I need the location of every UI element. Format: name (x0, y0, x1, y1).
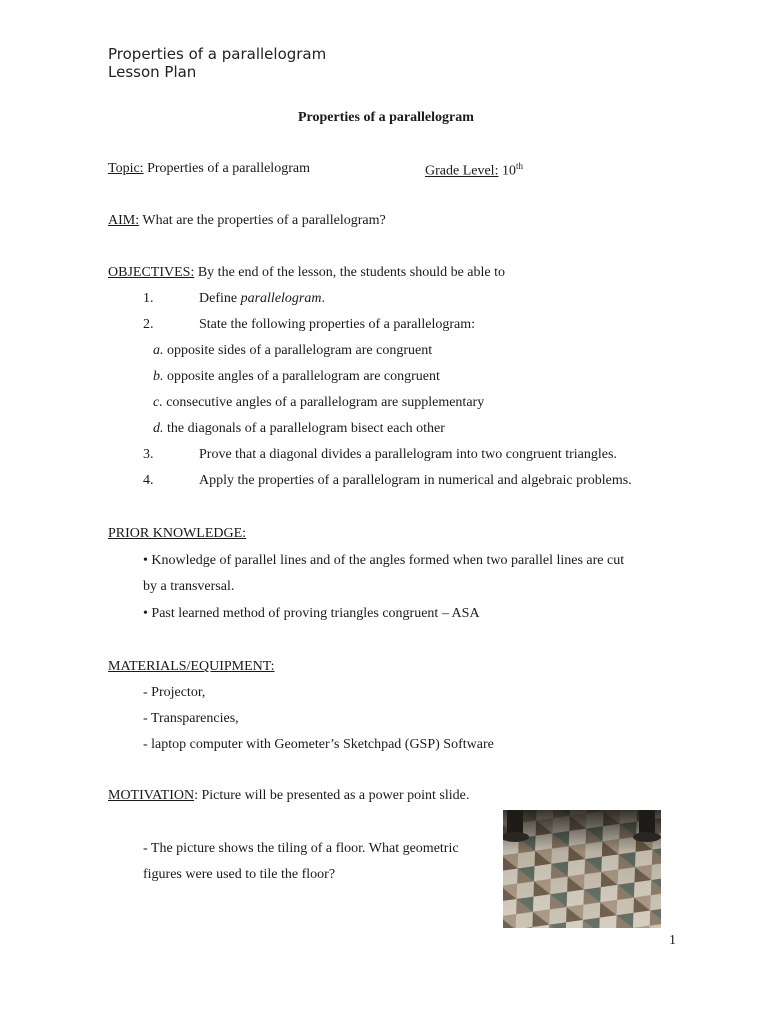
objective-num: 1. (143, 291, 154, 306)
tiling-pattern (503, 810, 661, 928)
motivation-text: : Picture will be presented as a power point slide. (194, 788, 470, 803)
property-item: b. opposite angles of a parallelogram are congruent (153, 369, 440, 384)
header-subtitle: Lesson Plan (108, 63, 197, 81)
aim-line (108, 213, 386, 229)
objectives-line (108, 265, 505, 281)
floor-tiling-photo (503, 810, 661, 928)
motivation-question-cont: figures were used to tile the floor? (143, 867, 336, 882)
motivation-label: MOTIVATION (108, 788, 195, 803)
grade-value: 10 (501, 163, 516, 179)
objectives-label: OBJECTIVES: (108, 265, 195, 280)
aim-label: AIM: (108, 213, 140, 228)
page-number: 1 (669, 933, 676, 948)
objective-num: 2. (143, 317, 154, 332)
objective-item: Prove that a diagonal divides a parallelogram into two congruent triangles. (199, 447, 617, 462)
grade-line (425, 161, 523, 180)
property-item: d. the diagonals of a parallelogram bisect each other (153, 421, 445, 436)
property-item: a. opposite sides of a parallelogram are congruent (153, 343, 433, 358)
materials-item: - Transparencies, (143, 711, 239, 726)
prior-knowledge-bullet: • Past learned method of proving triangles congruent – ASA (143, 606, 480, 621)
topic-label: Topic: (108, 161, 144, 176)
motivation-line (108, 788, 469, 804)
objective-item: Apply the properties of a parallelogram in numerical and algebraic problems. (199, 473, 632, 488)
objective-item: State the following properties of a parallelogram: (199, 317, 476, 332)
materials-item: - laptop computer with Geometer’s Sketchpad (GSP) Software (143, 737, 494, 752)
header-title: Properties of a parallelogram (108, 45, 327, 63)
grade-label: Grade Level: (425, 163, 499, 179)
prior-knowledge-label: PRIOR KNOWLEDGE: (108, 526, 247, 541)
grade-sup: th (515, 161, 523, 171)
motivation-question: - The picture shows the tiling of a floor. What geometric (143, 841, 459, 856)
document-title: Properties of a parallelogram (298, 110, 474, 125)
topic-line (108, 161, 310, 177)
objectives-intro: By the end of the lesson, the students should be able to (197, 265, 506, 280)
materials-item: - Projector, (143, 685, 206, 700)
property-item: c. consecutive angles of a parallelogram are supplementary (153, 395, 485, 410)
aim-text: What are the properties of a parallelogram? (142, 213, 386, 228)
topic-value: Properties of a parallelogram (147, 161, 310, 176)
objective-num: 4. (143, 473, 154, 488)
objective-num: 3. (143, 447, 154, 462)
materials-label: MATERIALS/EQUIPMENT: (108, 659, 275, 674)
prior-knowledge-bullet: • Knowledge of parallel lines and of the angles formed when two parallel lines are cut (143, 553, 625, 568)
parallelogram-term: parallelogram (240, 291, 322, 306)
prior-knowledge-bullet-cont: by a transversal. (143, 579, 235, 594)
objective-item: Define parallelogram. (199, 291, 325, 306)
